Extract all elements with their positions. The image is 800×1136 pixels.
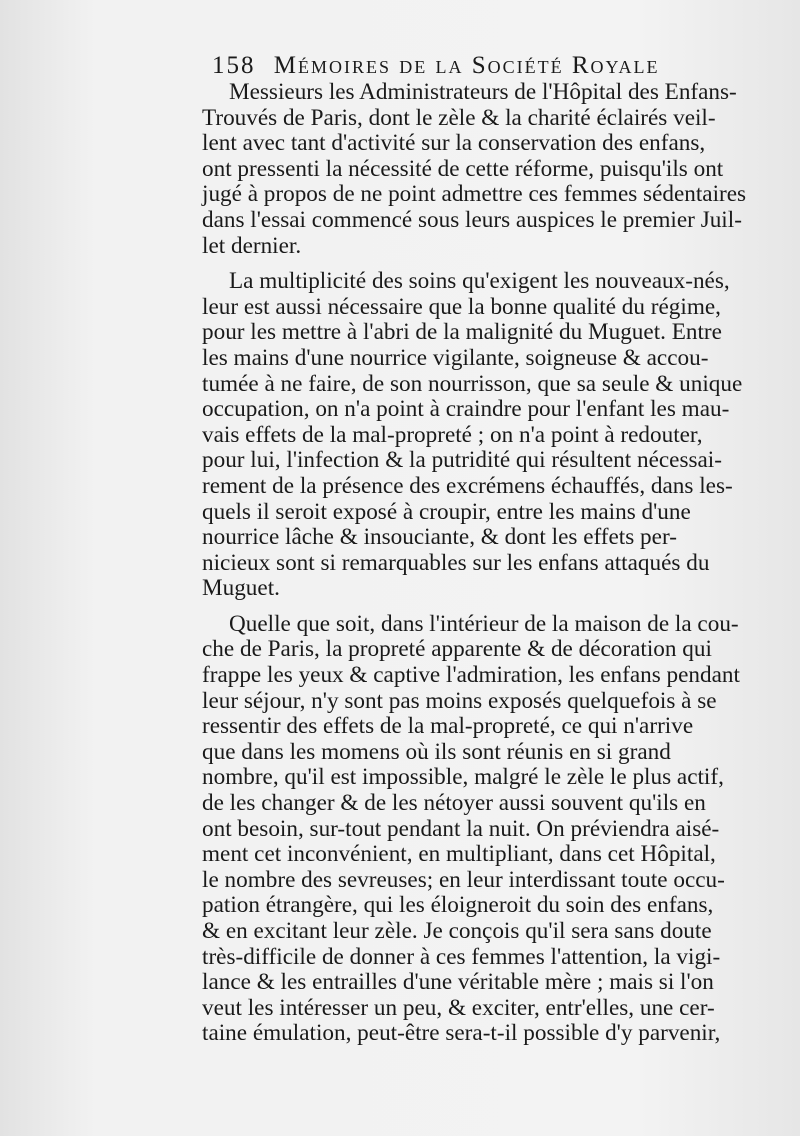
text-line: frappe les yeux & captive l'admiration, les enfans pendant <box>202 662 740 689</box>
text-line: lent avec tant d'activité sur la conservation des enfans, <box>202 130 706 157</box>
text-line: vais effets de la mal-propreté ; on n'a point à redouter, <box>202 421 703 448</box>
text-line: leur est aussi nécessaire que la bonne qualité du régime, <box>202 293 721 320</box>
text-line: & en excitant leur zèle. Je conçois qu'il sera sans doute <box>202 918 712 944</box>
text-line: nourrice lâche & insouciante, & dont les effets per- <box>202 524 677 551</box>
text-line: nicieux sont si remarquables sur les enfans attaqués du <box>202 549 710 576</box>
text-line: ment cet inconvénient, en multipliant, dans cet Hôpital, <box>202 841 716 868</box>
text-line: de les changer & de les nétoyer aussi souvent qu'ils en <box>202 790 706 817</box>
text-line: tumée à ne faire, de son nourrisson, que sa seule & unique <box>202 370 743 397</box>
text-line: leur séjour, n'y sont pas moins exposés quelquefois à se <box>202 687 717 714</box>
text-line: ont pressenti la nécessité de cette réforme, puisqu'ils ont <box>202 155 724 182</box>
running-title: Mémoires de la Société Royale <box>273 52 660 79</box>
page-header <box>212 52 732 80</box>
text-line: que dans les momens où ils sont réunis en si grand <box>202 738 671 765</box>
text-line: Trouvés de Paris, dont le zèle & la charité éclairés veil- <box>202 104 716 131</box>
page-number: 158 <box>212 52 256 79</box>
text-line: nombre, qu'il est impossible, malgré le zèle le plus actif, <box>202 764 724 791</box>
text-line: La multiplicité des soins qu'exigent les nouveaux-nés, <box>229 268 730 295</box>
paragraph-1 <box>202 80 772 259</box>
text-line: rement de la présence des excrémens échauffés, dans les- <box>202 472 733 499</box>
body-text <box>202 80 772 1047</box>
paragraph-3 <box>202 612 772 1047</box>
text-line: ont besoin, sur-tout pendant la nuit. On préviendra aisé- <box>202 815 720 842</box>
text-line: très-difficile de donner à ces femmes l'attention, la vigi- <box>202 943 721 970</box>
text-line: taine émulation, peut-être sera-t-il possible d'y parvenir, <box>202 1020 721 1047</box>
text-line: lance & les entrailles d'une véritable mère ; mais si l'on <box>202 969 714 996</box>
text-line: les mains d'une nourrice vigilante, soigneuse & accou- <box>202 344 709 371</box>
text-line: quels il seroit exposé à croupir, entre les mains d'une <box>202 498 691 525</box>
text-line: che de Paris, la propreté apparente & de décoration qui <box>202 636 712 663</box>
text-line: Messieurs les Administrateurs de l'Hôpital des Enfans- <box>229 79 737 105</box>
text-line: jugé à propos de ne point admettre ces femmes sédentaires <box>202 181 747 208</box>
text-line: pation étrangère, qui les éloigneroit du soin des enfans, <box>202 892 714 919</box>
text-line: veut les intéresser un peu, & exciter, entr'elles, une cer- <box>202 994 715 1021</box>
text-line: dans l'essai commencé sous leurs auspices le premier Juil- <box>202 206 742 233</box>
text-line: le nombre des sevreuses; en leur interdissant toute occu- <box>202 866 725 893</box>
text-line: pour les mettre à l'abri de la malignité du Muguet. Entre <box>202 319 722 346</box>
text-line: Quelle que soit, dans l'intérieur de la maison de la cou- <box>229 610 739 637</box>
text-line: ressentir des effets de la mal-propreté, ce qui n'arrive <box>202 713 694 740</box>
text-line: let dernier. <box>202 232 302 259</box>
text-line: pour lui, l'infection & la putridité qui résultent nécessai- <box>202 447 722 474</box>
paragraph-2 <box>202 269 772 602</box>
text-line: occupation, on n'a point à craindre pour l'enfant les mau- <box>202 396 730 423</box>
text-line: Muguet. <box>202 575 280 602</box>
